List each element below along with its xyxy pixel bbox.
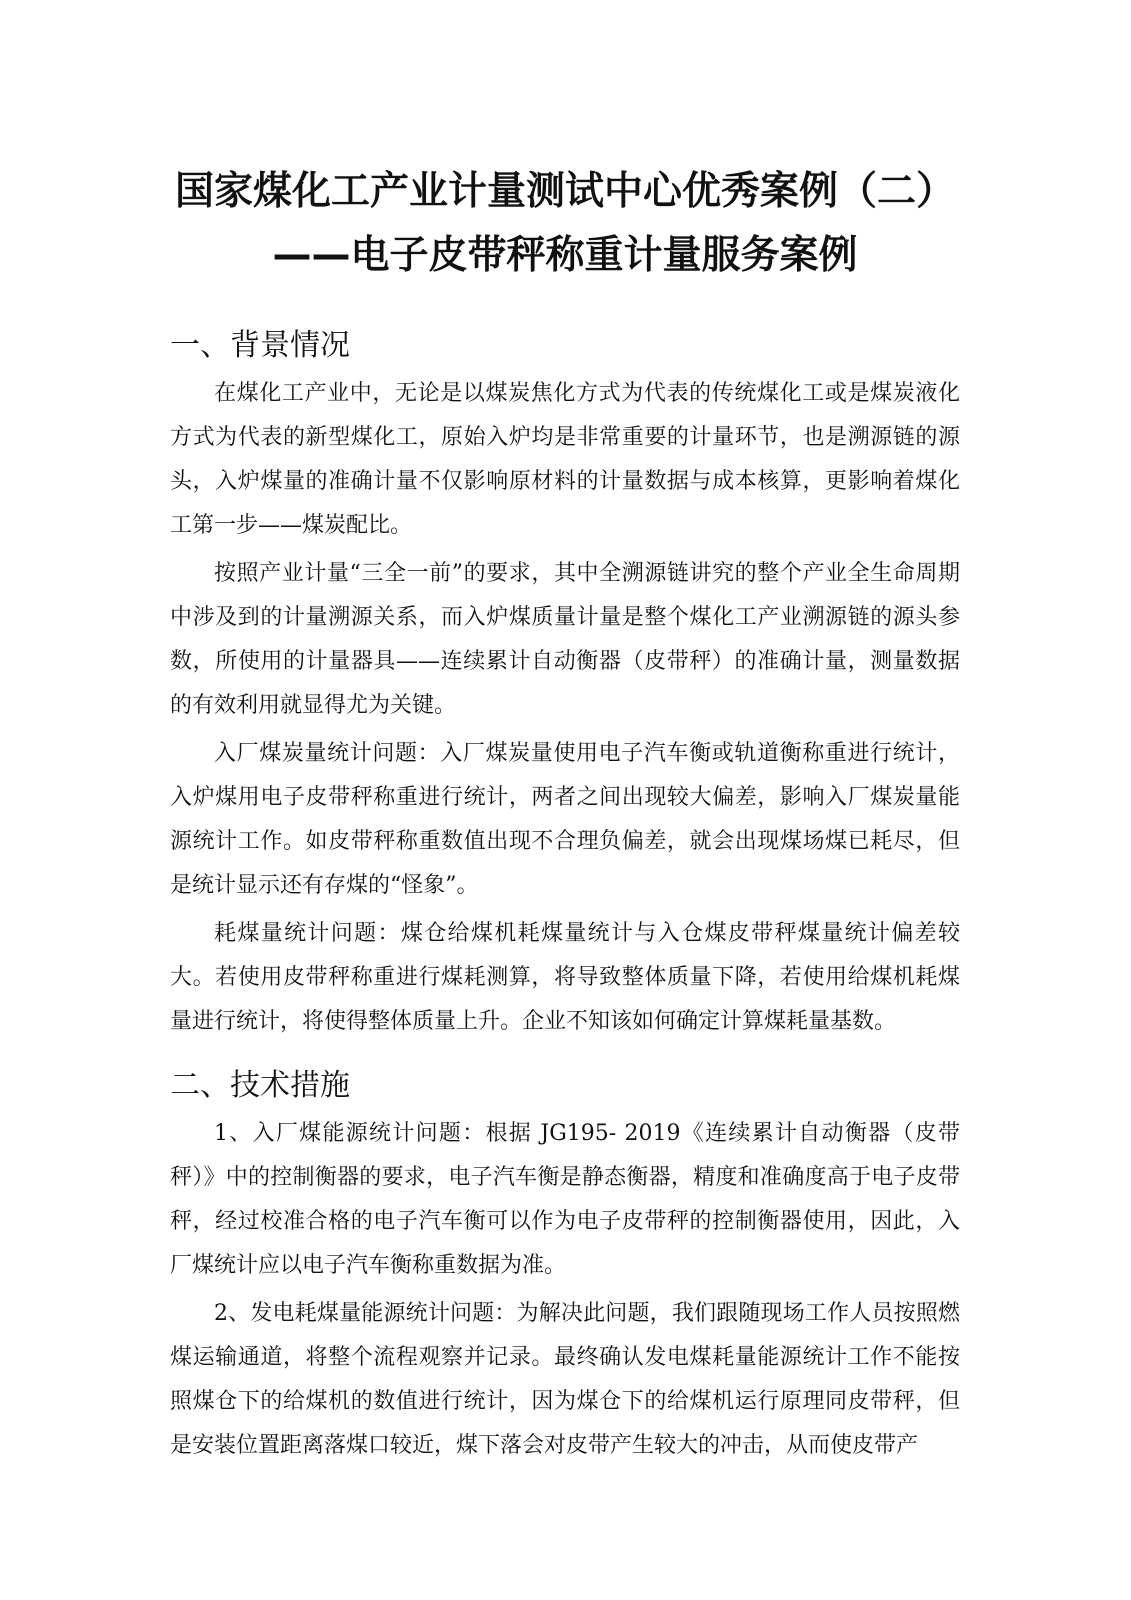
section-heading-technical-measures: 二、技术措施 <box>170 1068 350 1103</box>
paragraph: 按照产业计量“三全一前”的要求，其中全溯源链讲究的整个产业全生命周期中涉及到的计量溯源关系，而入炉煤质量计量是整个煤化工产业溯源链的源头参数，所使用的计量器具——连续累计自动衡器（皮带秤）的准确计量，测量数据的有效利用就显得尤为关键。 <box>170 561 960 718</box>
paragraph: 2、发电耗煤量能源统计问题：为解决此问题，我们跟随现场工作人员按照燃煤运输通道，将整个流程观察并记录。最终确认发电煤耗量能源统计工作不能按照煤仓下的给煤机的数值进行统计，因为煤仓下的给煤机运行原理同皮带秤，但是安装位置距离落煤口较近，煤下落会对皮带产生较大的冲击，从而使皮带产 <box>170 1301 960 1458</box>
paragraph: 入厂煤炭量统计问题：入厂煤炭量使用电子汽车衡或轨道衡称重进行统计，入炉煤用电子皮带秤称重进行统计，两者之间出现较大偏差，影响入厂煤炭量能源统计工作。如皮带秤称重数值出现不合理负偏差，就会出现煤场煤已耗尽，但是统计显示还有存煤的“怪象”。 <box>170 741 960 898</box>
document-title <box>170 160 960 288</box>
section-heading-background: 一、背景情况 <box>170 328 350 363</box>
title-line-2: ——电子皮带秤称重计量服务案例 <box>272 233 858 278</box>
paragraph: 1、入厂煤能源统计问题：根据 JG195- 2019《连续累计自动衡器（皮带秤）》中的控制衡器的要求，电子汽车衡是静态衡器，精度和准确度高于电子皮带秤，经过校准合格的电子汽车衡可以作为电子皮带秤的控制衡器使用，因此，入厂煤统计应以电子汽车衡称重数据为准。 <box>170 1121 960 1278</box>
document-body <box>170 160 960 1468</box>
paragraph: 耗煤量统计问题：煤仓给煤机耗煤量统计与入仓煤皮带秤煤量统计偏差较大。若使用皮带秤称重进行煤耗测算，将导致整体质量下降，若使用给煤机耗煤量进行统计，将使得整体质量上升。企业不知该如何确定计算煤耗量基数。 <box>170 921 960 1034</box>
paragraph: 在煤化工产业中，无论是以煤炭焦化方式为代表的传统煤化工或是煤炭液化方式为代表的新型煤化工，原始入炉均是非常重要的计量环节，也是溯源链的源头，入炉煤量的准确计量不仅影响原材料的计量数据与成本核算，更影响着煤化工第一步——煤炭配比。 <box>170 381 960 538</box>
title-line-1: 国家煤化工产业计量测试中心优秀案例（二） <box>174 169 955 214</box>
